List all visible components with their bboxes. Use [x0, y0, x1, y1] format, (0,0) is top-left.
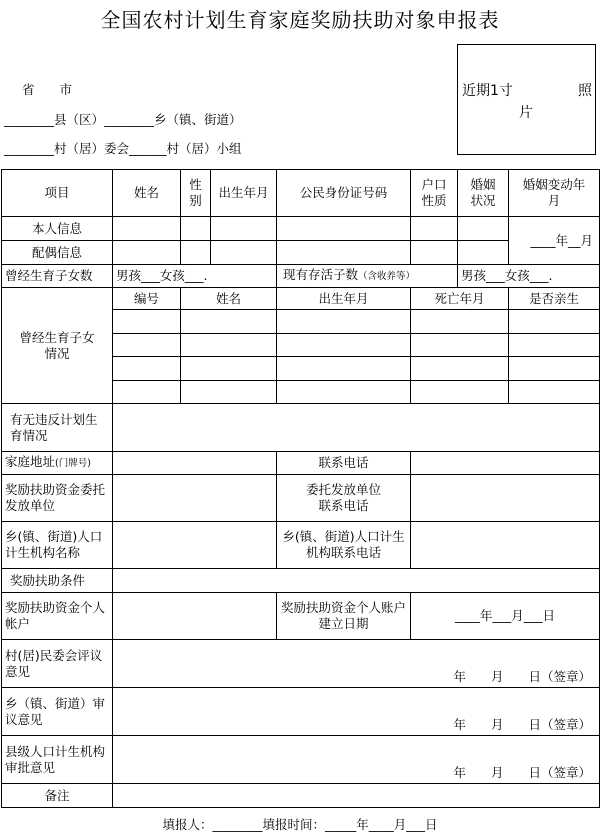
header-hukou: 户口性质 [411, 170, 458, 217]
child-row4-birth[interactable] [277, 381, 411, 404]
child-row4-no[interactable] [113, 381, 181, 404]
footer-filler-info: 填报人：________填报时间：_____年____月___日 [162, 817, 438, 832]
township-opinion-sign[interactable]: 年 月 日（签章） [113, 688, 600, 736]
agency-phone-value[interactable] [411, 522, 600, 569]
label-phone: 联系电话 [277, 452, 411, 475]
photo-label-zhao: 照 [578, 83, 592, 99]
label-self-info: 本人信息 [2, 217, 113, 241]
child-row1-death[interactable] [411, 310, 509, 334]
header-marital-change: 婚姻变动年月 [509, 170, 600, 217]
photo-label-size: 近期1寸 [462, 83, 513, 99]
header-marital: 婚姻状况 [458, 170, 509, 217]
address-note: (门牌号) [55, 458, 91, 469]
living-children-value[interactable]: 男孩___女孩___. [458, 265, 600, 288]
child-row4-biological[interactable] [509, 381, 600, 404]
self-id-cell[interactable] [277, 217, 411, 241]
label-address [2, 452, 113, 475]
living-children-text: 现有存活子数 [283, 267, 359, 282]
child-row3-birth[interactable] [277, 357, 411, 381]
self-hukou-cell[interactable] [411, 217, 458, 241]
label-account-date: 奖励扶助资金个人账户建立日期 [277, 593, 411, 640]
label-children-situation: 曾经生育子女情况 [2, 288, 113, 404]
violation-value[interactable] [113, 404, 600, 452]
label-spouse-info: 配偶信息 [2, 241, 113, 265]
child-row3-biological[interactable] [509, 357, 600, 381]
child-row4-death[interactable] [411, 381, 509, 404]
living-children-note: （含收养等） [358, 271, 416, 282]
label-conditions: 奖励扶助条件 [2, 569, 113, 593]
label-entrust-phone: 委托发放单位联系电话 [277, 475, 411, 522]
header-id-number: 公民身份证号码 [277, 170, 411, 217]
label-agency-name: 乡(镇、街道)人口计生机构名称 [2, 522, 113, 569]
child-row2-birth[interactable] [277, 334, 411, 357]
child-row3-death[interactable] [411, 357, 509, 381]
label-remarks: 备注 [2, 784, 113, 808]
header-province-city: 省 市 [22, 82, 73, 97]
agency-name-value[interactable] [113, 522, 277, 569]
remarks-value[interactable] [113, 784, 600, 808]
phone-value[interactable] [411, 452, 600, 475]
account-value[interactable] [113, 593, 277, 640]
header-birth: 出生年月 [211, 170, 277, 217]
spouse-name-cell[interactable] [113, 241, 181, 265]
self-marital-cell[interactable] [458, 217, 509, 241]
label-village-opinion: 村(居)民委会评议意见 [2, 640, 113, 688]
child-row3-no[interactable] [113, 357, 181, 381]
header-county-township: ________县（区）________乡（镇、街道） [4, 112, 242, 127]
address-text: 家庭地址 [5, 454, 56, 469]
self-gender-cell[interactable] [181, 217, 211, 241]
county-opinion-sign[interactable]: 年 月 日（签章） [113, 736, 600, 784]
conditions-value[interactable] [113, 569, 600, 593]
account-date-value[interactable]: ____年___月___日 [411, 593, 600, 640]
child-header-name: 姓名 [181, 288, 277, 310]
child-row1-birth[interactable] [277, 310, 411, 334]
self-birth-cell[interactable] [211, 217, 277, 241]
label-violation: 有无违反计划生育情况 [2, 404, 113, 452]
child-header-no: 编号 [113, 288, 181, 310]
self-name-cell[interactable] [113, 217, 181, 241]
spouse-marital-cell[interactable] [458, 241, 509, 265]
child-row1-biological[interactable] [509, 310, 600, 334]
child-row3-name[interactable] [181, 357, 277, 381]
child-header-biological: 是否亲生 [509, 288, 600, 310]
marital-change-value[interactable]: ____年__月 [509, 217, 600, 265]
label-living-children [277, 265, 458, 288]
label-born-children: 曾经生育子女数 [2, 265, 113, 288]
label-entrust-unit: 奖励扶助资金委托发放单位 [2, 475, 113, 522]
spouse-hukou-cell[interactable] [411, 241, 458, 265]
child-row2-no[interactable] [113, 334, 181, 357]
child-row1-name[interactable] [181, 310, 277, 334]
header-village-group: ________村（居）委会______村（居）小组 [4, 141, 242, 156]
village-opinion-sign[interactable]: 年 月 日（签章） [113, 640, 600, 688]
address-value[interactable] [113, 452, 277, 475]
label-account: 奖励扶助资金个人帐户 [2, 593, 113, 640]
child-header-death: 死亡年月 [411, 288, 509, 310]
child-row4-name[interactable] [181, 381, 277, 404]
spouse-birth-cell[interactable] [211, 241, 277, 265]
child-row2-death[interactable] [411, 334, 509, 357]
photo-label-pian: 片 [519, 105, 533, 121]
entrust-phone-value[interactable] [411, 475, 600, 522]
child-header-birth: 出生年月 [277, 288, 411, 310]
label-agency-phone: 乡(镇、街道)人口计生机构联系电话 [277, 522, 411, 569]
born-children-value[interactable]: 男孩___女孩___. [113, 265, 277, 288]
header-name: 姓名 [113, 170, 181, 217]
application-form-table [1, 169, 600, 808]
form-title: 全国农村计划生育家庭奖励扶助对象申报表 [100, 8, 500, 32]
label-township-opinion: 乡（镇、街道）审议意见 [2, 688, 113, 736]
child-row2-name[interactable] [181, 334, 277, 357]
spouse-gender-cell[interactable] [181, 241, 211, 265]
header-item: 项目 [2, 170, 113, 217]
header-gender: 性别 [181, 170, 211, 217]
spouse-id-cell[interactable] [277, 241, 411, 265]
entrust-unit-value[interactable] [113, 475, 277, 522]
child-row1-no[interactable] [113, 310, 181, 334]
child-row2-biological[interactable] [509, 334, 600, 357]
label-county-opinion: 县级人口计生机构审批意见 [2, 736, 113, 784]
